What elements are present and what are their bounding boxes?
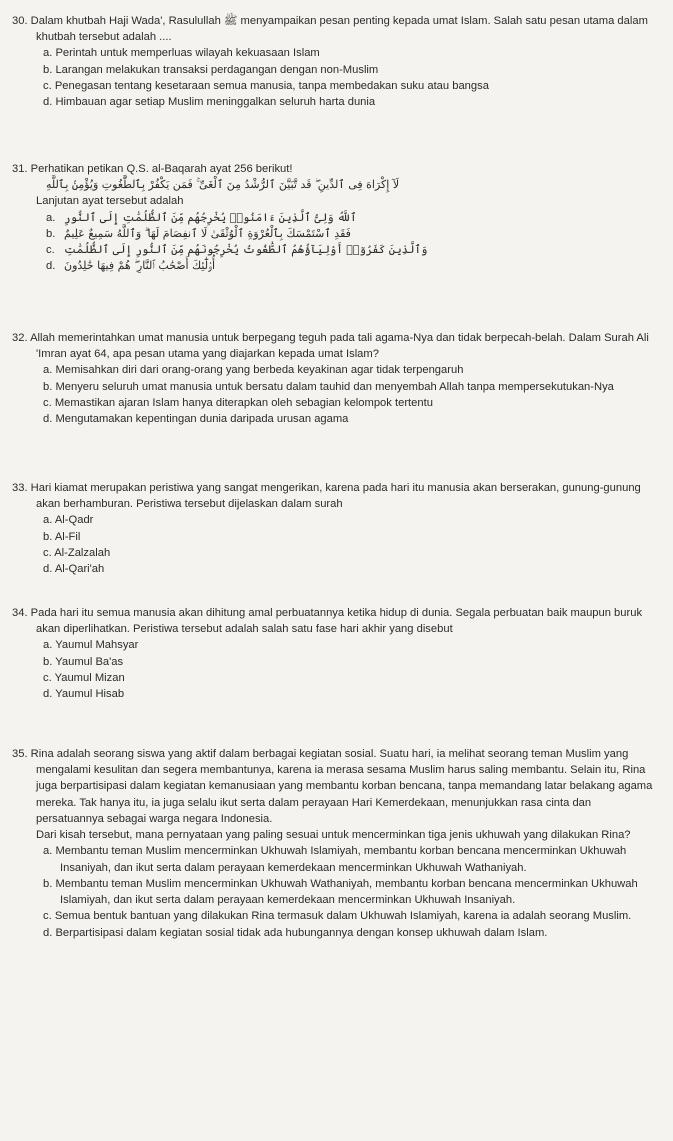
option-d[interactable]: d. Himbauan agar setiap Muslim meninggalkan seluruh harta dunia xyxy=(43,96,376,109)
option-a[interactable]: a. Al-Qadr xyxy=(43,514,94,527)
options-list xyxy=(0,512,659,577)
option-b[interactable]: b. Menyeru seluruh umat manusia untuk bersatu dalam tauhid dan menyembah Allah tanpa mempersekutukan-Nya xyxy=(43,380,614,393)
option-b[interactable]: b. Al-Fil xyxy=(43,530,81,543)
question-followup: Dari kisah tersebut, mana pernyataan yang paling sesuai untuk mencerminkan tiga jenis ukhuwah yang dilakukan Rina? xyxy=(36,829,631,842)
options-list xyxy=(0,362,659,427)
option-b[interactable]: b. فَقَدِ ٱسْتَمْسَكَ بِٱلْعُرْوَةِ ٱلْوُثْقَىٰ لَا ٱنفِصَامَ لَهَا ۗ وَٱللَّهُ سَمِيعٌ عَلِيمٌ xyxy=(46,226,351,240)
option-a[interactable]: a. Memisahkan diri dari orang-orang yang berbeda keyakinan agar tidak terpengaruh xyxy=(43,364,464,377)
question-30 xyxy=(0,13,659,110)
question-31 xyxy=(0,161,659,275)
question-35 xyxy=(0,746,659,941)
option-b[interactable]: b. Membantu teman Muslim mencerminkan Ukhuwah Wathaniyah, membantu korban bencana mencerminkan Ukhuwah Islamiyah, dan ikut serta dalam perayaan kemerdekaan mencerminkan Ukhuwah Insaniyah. xyxy=(43,877,638,907)
option-a[interactable]: a. Membantu teman Muslim mencerminkan Ukhuwah Islamiyah, membantu korban bencana mencerminkan Ukhuwah Insaniyah, dan ikut serta dalam perayaan kemerdekaan mencerminkan Ukhuwah Wathaniyah. xyxy=(43,845,627,874)
question-followup: Lanjutan ayat tersebut adalah xyxy=(36,195,184,208)
option-c[interactable]: c. Memastikan ajaran Islam hanya diterapkan oleh sebagian kelompok tertentu xyxy=(43,396,433,409)
option-a[interactable]: a. Perintah untuk memperluas wilayah kekuasaan Islam xyxy=(43,47,320,60)
options-list xyxy=(0,45,659,110)
option-d[interactable]: d. أُو۟لَٰٓئِكَ أَصْحَٰبُ ٱلنَّارِ ۖ هُمْ فِيهَا خَٰلِدُونَ xyxy=(46,259,216,273)
question-32 xyxy=(0,330,659,427)
option-b[interactable]: b. Larangan melakukan transaksi perdagangan dengan non-Muslim xyxy=(43,63,379,76)
option-b[interactable]: b. Yaumul Ba'as xyxy=(43,655,124,668)
question-34 xyxy=(0,605,659,702)
question-stem: 34. Pada hari itu semua manusia akan dihitung amal perbuatannya ketika hidup di dunia. Segala perbuatan baik maupun buruk akan diperlihatkan. Peristiwa tersebut adalah salah satu fase hari akhir yang disebut xyxy=(12,607,643,636)
option-d[interactable]: d. Berpartisipasi dalam kegiatan sosial tidak ada hubungannya dengan konsep ukhuwah dalam Islam. xyxy=(43,926,548,939)
option-d[interactable]: d. Al-Qari'ah xyxy=(43,563,105,576)
question-33 xyxy=(0,480,659,577)
option-c[interactable]: c. Al-Zalzalah xyxy=(43,546,111,559)
option-d[interactable]: d. Yaumul Hisab xyxy=(43,688,125,701)
option-c[interactable]: c. Semua bentuk bantuan yang dilakukan Rina termasuk dalam Ukhuwah Islamiyah, karena ia adalah seorang Muslim. xyxy=(43,910,632,923)
options-list xyxy=(0,843,659,940)
option-c[interactable]: c. Yaumul Mizan xyxy=(43,671,125,684)
question-stem: 35. Rina adalah seorang siswa yang aktif dalam berbagai kegiatan sosial. Suatu hari, ia melihat seorang teman Muslim yang mengalami kesulitan dan segera membantunya, karena ia merasa sesama Muslim harus saling membantu. Selain itu, Rina juga berpartisipasi dalam kegiatan kemanusiaan yang membantu korban bencana, tanpa memandang latar belakang agama mereka. Tak hanya itu, ia juga selalu ikut serta dalam perayaan Hari Kemerdekaan, menunjukkan rasa cinta dan persatuannya sebagai warga negara Indonesia. xyxy=(12,748,653,825)
question-stem: 31. Perhatikan petikan Q.S. al-Baqarah ayat 256 berikut! xyxy=(12,163,293,175)
question-stem: 33. Hari kiamat merupakan peristiwa yang sangat mengerikan, karena pada hari itu manusia akan berserakan, gunung-gunung akan berhamburan. Peristiwa tersebut dijelaskan dalam surah xyxy=(12,482,641,511)
options-list xyxy=(0,210,659,275)
arabic-verse: لَآ إِكْرَاهَ فِى ٱلدِّينِ ۖ قَد تَّبَيَّنَ ٱلرُّشْدُ مِنَ ٱلْغَىِّ ۚ فَمَن يَكْفُرْ بِٱلطَّٰغُوتِ وَيُؤْمِنۢ بِٱللَّهِ xyxy=(46,178,400,192)
question-stem: 30. Dalam khutbah Haji Wada', Rasulullah ﷺ menyampaikan pesan penting kepada umat Islam. Salah satu pesan utama dalam khutbah tersebut adalah .... xyxy=(12,15,648,44)
question-stem: 32. Allah memerintahkan umat manusia untuk berpegang teguh pada tali agama-Nya dan tidak berpecah-belah. Dalam Surah Ali 'Imran ayat 64, apa pesan utama yang diajarkan kepada umat Islam? xyxy=(12,332,649,361)
option-c[interactable]: c. وَٱلَّذِينَ كَفَرُوٓا۟ أَوْلِيَآؤُهُمُ ٱلطَّٰغُوتُ يُخْرِجُونَهُم مِّنَ ٱلنُّورِ إِلَى ٱلظُّلُمَٰتِ xyxy=(46,243,428,257)
option-d[interactable]: d. Mengutamakan kepentingan dunia daripada urusan agama xyxy=(43,413,349,426)
option-c[interactable]: c. Penegasan tentang kesetaraan semua manusia, tanpa membedakan suku atau bangsa xyxy=(43,79,489,92)
option-a[interactable]: a. ٱللَّهُ وَلِىُّ ٱلَّذِينَ ءَامَنُوا۟ يُخْرِجُهُم مِّنَ ٱلظُّلُمَٰتِ إِلَى ٱلنُّورِ xyxy=(46,210,357,224)
option-a[interactable]: a. Yaumul Mahsyar xyxy=(43,639,139,652)
options-list xyxy=(0,637,659,702)
